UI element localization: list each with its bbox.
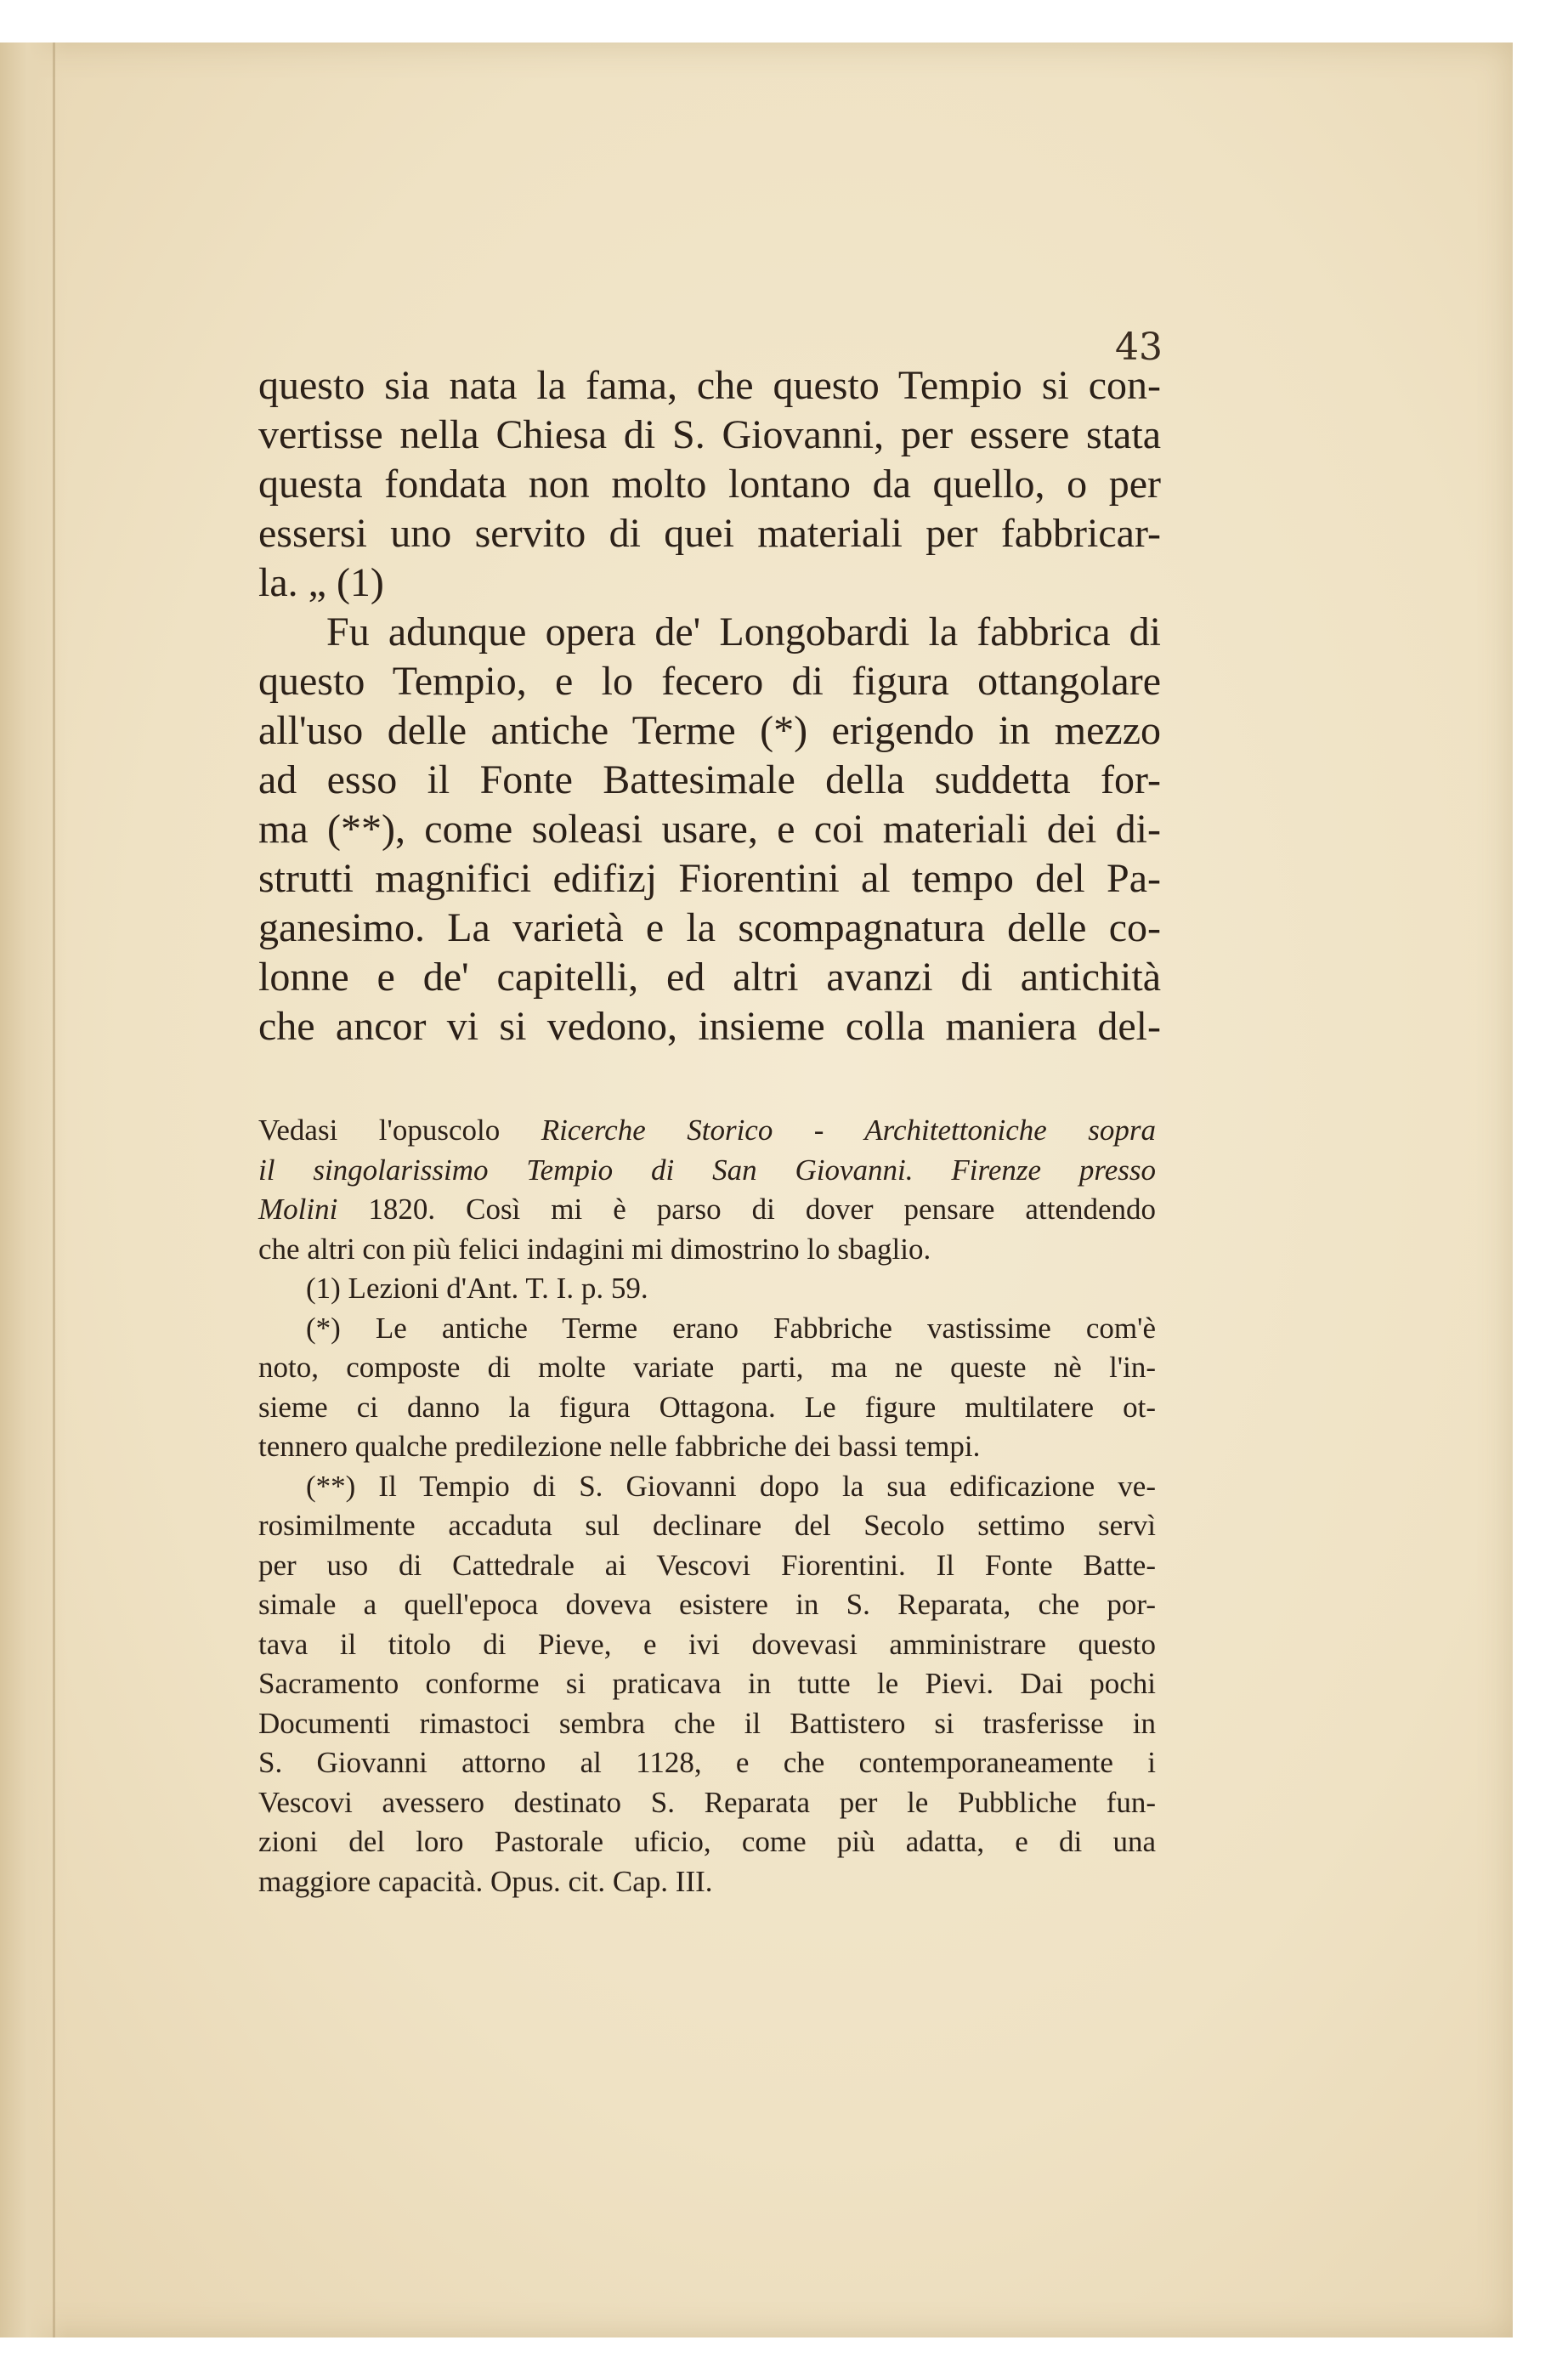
main-text-line: ganesimo. La varietà e la scompagnatura delle co-	[258, 905, 1161, 950]
page-spine-edge	[53, 42, 55, 2338]
footnote-double-star-line: maggiore capacità. Opus. cit. Cap. III.	[258, 1864, 713, 1898]
footnote-ref-line: che altri con più felici indagini mi dimostrino lo sbaglio.	[258, 1232, 931, 1266]
main-text-line: Fu adunque opera de' Longobardi la fabbrica di	[326, 609, 1161, 654]
footnote-star-line: sieme ci danno la figura Ottagona. Le figure multilatere ot-	[258, 1390, 1156, 1424]
footnote-ref-line	[258, 1190, 1156, 1230]
main-text-line: ma (**), come soleasi usare, e coi materiali dei di-	[258, 807, 1161, 852]
footnote-double-star-line: simale a quell'epoca doveva esistere in S. Reparata, che por-	[258, 1588, 1156, 1621]
footnote-double-star-line: rosimilmente accaduta sul declinare del Secolo settimo servì	[258, 1509, 1156, 1542]
footnote-star-line: (*) Le antiche Terme erano Fabbriche vastissime com'è	[306, 1311, 1156, 1345]
footnote-double-star-line: Vescovi avessero destinato S. Reparata per le Pubbliche fun-	[258, 1785, 1156, 1819]
main-text-line: questo Tempio, e lo fecero di figura ottangolare	[258, 659, 1161, 704]
footnote-ref-line	[258, 1111, 1156, 1151]
footnote-double-star-line: Sacramento conforme si praticava in tutte le Pievi. Dai pochi	[258, 1667, 1156, 1700]
main-text-line: questo sia nata la fama, che questo Tempio si con-	[258, 363, 1161, 408]
main-text-line: strutti magnifici edifizj Fiorentini al tempo del Pa-	[258, 856, 1161, 901]
footnote-text: Vedasi l'opuscolo	[258, 1114, 541, 1147]
footnote-double-star-line: per uso di Cattedrale ai Vescovi Fiorentini. Il Fonte Batte-	[258, 1548, 1156, 1582]
footnote-double-star-line: zioni del loro Pastorale uficio, come più adatta, e di una	[258, 1825, 1156, 1858]
footnote-text: 1820. Così mi è parso di dover pensare attendendo	[337, 1193, 1156, 1226]
main-text-line: la. „ (1)	[258, 560, 384, 605]
footnote-double-star-line: tava il titolo di Pieve, e ivi dovevasi amministrare questo	[258, 1627, 1156, 1661]
main-text-line: che ancor vi si vedono, insieme colla maniera del-	[258, 1004, 1161, 1049]
footnotes-block	[258, 1111, 1156, 1901]
footnote-double-star-line: (**) Il Tempio di S. Giovanni dopo la sua edificazione ve-	[306, 1469, 1156, 1503]
main-text-line: all'uso delle antiche Terme (*) erigendo in mezzo	[258, 708, 1161, 753]
footnote-star-line: tennero qualche predilezione nelle fabbriche dei bassi tempi.	[258, 1430, 981, 1463]
main-text-line: lonne e de' capitelli, ed altri avanzi di antichità	[258, 955, 1161, 1000]
page-number: 43	[1115, 326, 1163, 369]
footnote-star-line: noto, composte di molte variate parti, ma ne queste nè l'in-	[258, 1351, 1156, 1384]
main-text-line: essersi uno servito di quei materiali per fabbricar-	[258, 511, 1161, 556]
footnote-publisher-italic: Molini	[258, 1193, 338, 1226]
main-text-line: vertisse nella Chiesa di S. Giovanni, per essere stata	[258, 412, 1161, 457]
footnote-title-italic: Ricerche Storico - Architettoniche sopra	[541, 1114, 1156, 1147]
main-text-line: questa fondata non molto lontano da quello, o per	[258, 462, 1161, 507]
main-text-block	[258, 361, 1161, 1051]
footnote-1: (1) Lezioni d'Ant. T. I. p. 59.	[306, 1272, 648, 1305]
footnote-ref-line: il singolarissimo Tempio di San Giovanni. Firenze presso	[258, 1153, 1156, 1187]
footnote-double-star-line: Documenti rimastoci sembra che il Battistero si trasferisse in	[258, 1706, 1156, 1740]
main-text-line: ad esso il Fonte Battesimale della suddetta for-	[258, 757, 1161, 802]
footnote-double-star-line: S. Giovanni attorno al 1128, e che contemporaneamente i	[258, 1746, 1156, 1779]
